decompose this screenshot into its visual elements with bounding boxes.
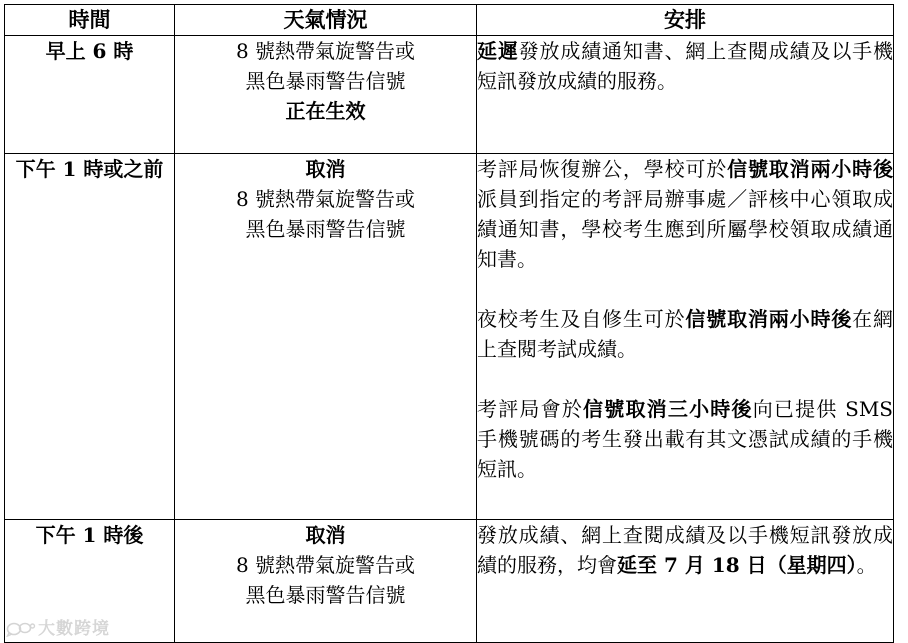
header-weather: 天氣情況 [175,5,477,36]
watermark-text: 大數跨境 [38,619,110,639]
table-row [5,36,894,154]
weather-line: 黑色暴雨警告信號 [245,69,406,93]
arrangement-text: 在網上查閱考試成績。 [477,307,894,361]
weather-cell [175,154,477,520]
arrangement-text: 向已提供 SMS 手機號碼的考生發出載有其文憑試成績的手機短訊。 [477,397,893,481]
arrangement-text: 考評局恢復辦公，學校可於 [477,157,728,181]
header-row [5,5,894,36]
weather-line: 8 號熱帶氣旋警告或 [235,553,416,577]
weather-status: 取消 [305,523,346,547]
time-cell: 下午 1 時或之前 [5,154,175,520]
arrangement-text: 考評局會於 [477,397,584,421]
arrangement-text: 。 [856,553,877,577]
header-arrangement: 安排 [477,5,894,36]
arrangement-paragraph [477,304,893,364]
arrangement-cell [477,36,894,154]
arrangement-text: 夜校考生及自修生可於 [477,307,686,331]
header-time: 時間 [5,5,175,36]
arrangement-paragraph [477,520,893,580]
chat-bubbles-logo-icon [6,621,36,637]
arrangement-paragraph [477,36,893,96]
table-row [5,520,894,643]
weather-cell [175,520,477,643]
weather-line: 8 號熱帶氣旋警告或 [235,39,416,63]
weather-line: 黑色暴雨警告信號 [245,583,406,607]
weather-status: 取消 [305,157,346,181]
arrangement-cell [477,154,894,520]
arrangement-text: 發放成績通知書、網上查閱成績及以手機短訊發放成績的服務。 [477,39,894,93]
arrangement-emphasis: 延至 7 月 18 日（星期四） [617,553,857,577]
watermark [6,614,110,639]
weather-line: 8 號熱帶氣旋警告或 [235,187,416,211]
arrangement-paragraph [477,154,893,274]
table-row [5,154,894,520]
arrangement-text: 發放成績、網上查閱成績及以手機短訊發放成績的服務，均會 [477,523,893,577]
weather-cell [175,36,477,154]
schedule-table [4,4,894,643]
arrangement-emphasis: 延遲 [477,39,519,63]
arrangement-emphasis: 信號取消三小時後 [583,397,753,421]
weather-line: 黑色暴雨警告信號 [245,217,406,241]
time-cell: 早上 6 時 [5,36,175,154]
weather-status: 正在生效 [285,99,366,123]
arrangement-paragraph [477,394,893,484]
time-cell: 下午 1 時後 [5,520,175,643]
arrangement-emphasis: 信號取消兩小時後 [685,307,853,331]
arrangement-emphasis: 信號取消兩小時後 [727,157,894,181]
arrangement-cell [477,520,894,643]
arrangement-text: 派員到指定的考評局辦事處／評核中心領取成績通知書，學校考生應到所屬學校領取成績通知書。 [477,187,893,271]
